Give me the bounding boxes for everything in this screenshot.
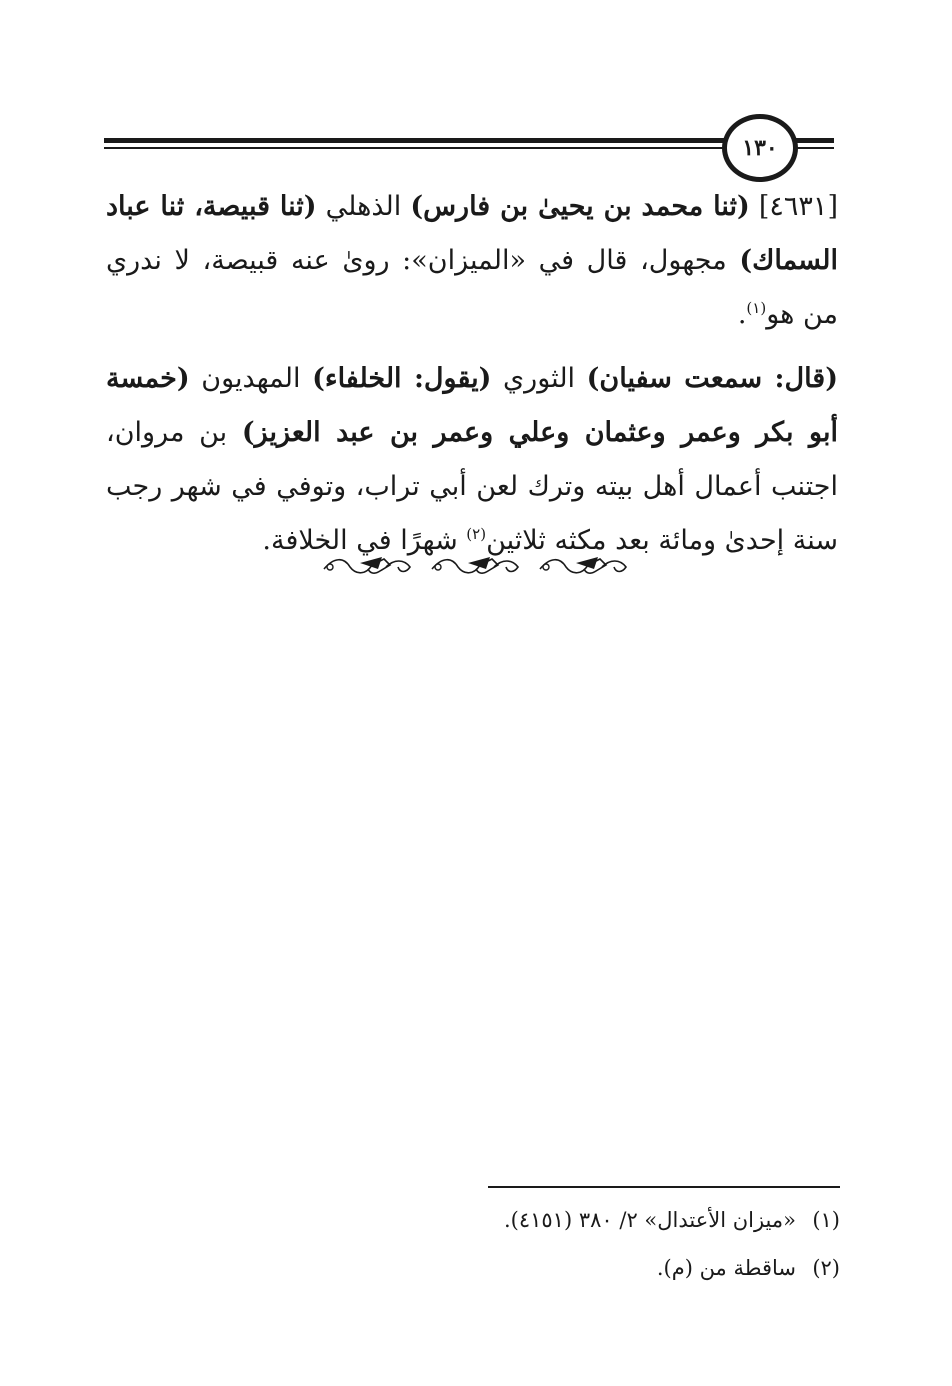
quote-says: (يقول: الخلفاء) xyxy=(312,363,492,394)
quote-open: (قال: سمعت سفيان) xyxy=(586,363,838,394)
footnotes xyxy=(300,1196,840,1292)
footnote-ref-2[interactable]: (٢) xyxy=(466,525,487,543)
floral-divider-icon xyxy=(536,551,632,581)
footnote-1 xyxy=(300,1196,840,1244)
footnote-separator xyxy=(488,1186,840,1188)
quote-narrator: الثوري xyxy=(491,363,587,394)
isnad-close: (ثنا قبيصة، ثنا عباد السماك) xyxy=(106,191,838,276)
entry-note: مجهول، قال في «الميزان»: روىٰ عنه قبيصة، لا ندري من هو xyxy=(106,245,838,330)
footnote-text: ساقطة من (م). xyxy=(656,1256,796,1280)
quote-list: (خمسة أبو بكر وعمر وعثمان وعلي وعمر بن عبد العزيز) xyxy=(106,363,838,448)
quote-rest: بن مروان، اجتنب أعمال أهل بيته وترك لعن أبي تراب، وتوفي في شهر رجب سنة إحدىٰ ومائة بعد مكثه ثلاثين xyxy=(106,417,838,556)
header-rule-thick xyxy=(104,138,726,143)
page-header xyxy=(104,108,834,178)
section-divider xyxy=(320,548,632,584)
isnad-mid: الذهلي xyxy=(316,191,411,222)
footnote-text: «ميزان الأعتدال» ٢/ ٣٨٠ (٤١٥١). xyxy=(503,1208,796,1232)
hadith-entry xyxy=(106,180,838,342)
footnote-number: (١) xyxy=(812,1208,840,1232)
quote-end: شهرًا في الخلافة. xyxy=(262,525,467,556)
quote-mid: المهديون xyxy=(189,363,313,394)
main-text xyxy=(106,180,838,578)
page-number: ١٣٠ xyxy=(722,114,798,182)
footnote-ref-1[interactable]: (١) xyxy=(746,299,767,317)
isnad-open: (ثنا محمد بن يحيىٰ بن فارس) xyxy=(410,191,750,222)
floral-divider-icon xyxy=(320,551,416,581)
entry-number: [٤٦٣١] xyxy=(758,191,838,222)
entry-note-end: . xyxy=(737,299,747,330)
header-rule-right-thick xyxy=(794,138,834,143)
floral-divider-icon xyxy=(428,551,524,581)
footnote-number: (٢) xyxy=(812,1256,840,1280)
footnote-2 xyxy=(300,1244,840,1292)
header-rule-right-thin xyxy=(794,147,834,149)
quote-paragraph xyxy=(106,352,838,568)
header-rule-thin xyxy=(104,147,726,149)
